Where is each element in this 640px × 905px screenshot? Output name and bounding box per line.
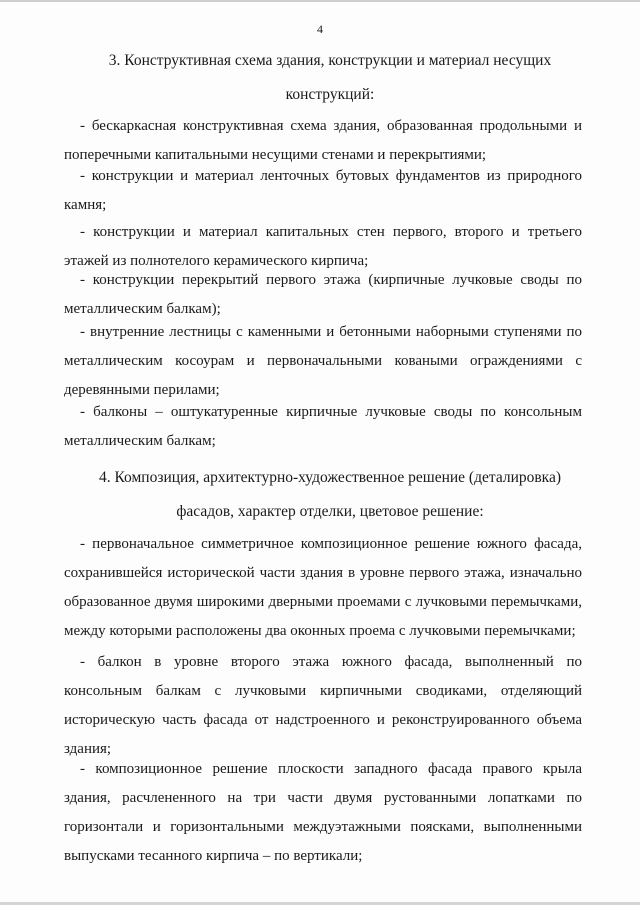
section-3-item-1: - бескаркасная конструктивная схема здания, образованная продольными и поперечными капитальными несущими стенами и перекрытиями; [64, 118, 582, 163]
section-3-item-3: - конструкции и материал капитальных стен первого, второго и третьего этажей из полнотелого керамического кирпича; [64, 224, 582, 269]
section-4-item-2: - балкон в уровне второго этажа южного фасада, выполненный по консольным балкам с лучковыми кирпичными сводиками, отделяющий историческую часть фасада от надстроенного и реконструированного объема здания; [64, 654, 582, 757]
section-3-heading: 3. Конструктивная схема здания, конструкции и материал несущих конструкций: [108, 52, 552, 103]
section-4-heading: 4. Композиция, архитектурно-художественное решение (деталировка) фасадов, характер отделки, цветовое решение: [98, 469, 562, 520]
scan-edge-top [0, 0, 640, 2]
section-3-item-4: - конструкции перекрытий первого этажа (кирпичные лучковые своды по металлическим балкам); [64, 272, 582, 317]
page-number: 4 [317, 22, 323, 36]
section-3-item-6: - балконы – оштукатуренные кирпичные лучковые своды по консольным металлическим балкам; [64, 404, 582, 449]
section-3-item-5: - внутренние лестницы с каменными и бетонными наборными ступенями по металлическим косоурам и первоначальными коваными ограждениями с деревянными перилами; [64, 324, 582, 398]
section-4-item-1: - первоначальное симметричное композиционное решение южного фасада, сохранившейся исторической части здания в уровне первого этажа, изначально образованное двумя широкими дверными проемами с лучковыми перемычками, между которыми расположены два оконных проема с лучковыми перемычками; [64, 536, 582, 639]
section-3-item-2: - конструкции и материал ленточных бутовых фундаментов из природного камня; [64, 168, 582, 213]
section-4-item-3: - композиционное решение плоскости западного фасада правого крыла здания, расчлененного на три части двумя рустованными лопатками по горизонтали и горизонтальными междуэтажными поясками, выполненными выпусками тесанного кирпича – по вертикали; [64, 761, 582, 864]
